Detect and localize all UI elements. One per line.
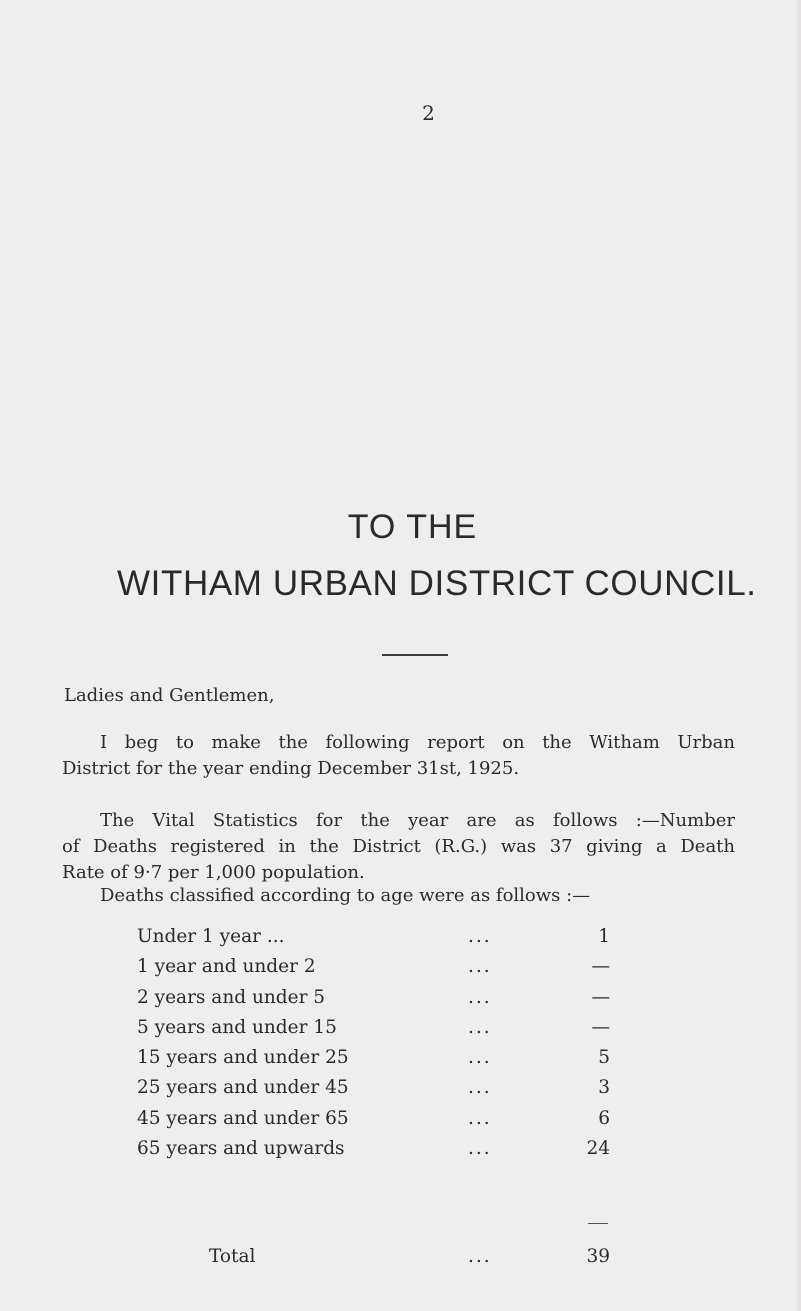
death-count: — xyxy=(591,956,610,978)
paragraph-vital-statistics xyxy=(62,808,735,886)
page-edge xyxy=(795,0,801,1311)
paragraph-age-intro: Deaths classified according to age were as follows :— xyxy=(100,885,591,906)
paragraph-line: I beg to make the following report on the Witham Urban xyxy=(100,732,735,753)
death-count: 3 xyxy=(598,1077,610,1099)
sum-rule xyxy=(588,1223,608,1224)
salutation: Ladies and Gentlemen, xyxy=(64,685,275,706)
age-label: 45 years and under 65 xyxy=(137,1107,349,1129)
dot-leader: ... xyxy=(468,1107,492,1129)
heading-to: TO THE xyxy=(347,508,478,546)
paragraph-report-intro xyxy=(62,730,735,782)
dot-leader: ... xyxy=(468,1047,492,1069)
table-row xyxy=(137,922,610,952)
heading-council: WITHAM URBAN DISTRICT COUNCIL. xyxy=(117,564,757,603)
age-label: 2 years and under 5 xyxy=(137,986,326,1008)
dot-leader: ... xyxy=(468,1077,492,1099)
table-row xyxy=(137,952,610,982)
age-label: 5 years and under 15 xyxy=(137,1016,337,1038)
age-label: Under 1 year ... xyxy=(137,926,285,947)
death-count: 24 xyxy=(586,1138,610,1160)
table-row xyxy=(137,1134,610,1164)
death-count: — xyxy=(591,1016,610,1038)
age-label: 25 years and under 45 xyxy=(137,1077,349,1099)
title-divider xyxy=(382,654,448,656)
age-label: 1 year and under 2 xyxy=(137,956,316,978)
death-count: — xyxy=(591,986,610,1008)
table-row xyxy=(137,1043,610,1073)
total-row xyxy=(137,1242,610,1272)
age-label: 65 years and upwards xyxy=(137,1138,345,1160)
paragraph-line: Rate of 9·7 per 1,000 population. xyxy=(62,862,365,883)
deaths-by-age-table xyxy=(137,922,610,1164)
dot-leader: ... xyxy=(468,986,492,1008)
total-label: Total xyxy=(209,1246,256,1267)
age-label: 15 years and under 25 xyxy=(137,1047,349,1069)
dot-leader: ... xyxy=(468,956,492,978)
death-count: 5 xyxy=(598,1047,610,1069)
table-row xyxy=(137,1013,610,1043)
death-count: 1 xyxy=(598,926,610,947)
dot-leader: ... xyxy=(468,1016,492,1038)
dot-leader: ... xyxy=(468,926,492,947)
table-row xyxy=(137,1073,610,1103)
paragraph-line: of Deaths registered in the District (R.G.) was 37 giving a Death xyxy=(62,836,735,857)
dot-leader: ... xyxy=(468,1246,492,1267)
paragraph-line: District for the year ending December 31st, 1925. xyxy=(62,758,520,779)
page-number: 2 xyxy=(422,101,435,125)
table-row xyxy=(137,1104,610,1134)
table-row xyxy=(137,983,610,1013)
total-value: 39 xyxy=(586,1246,610,1267)
paragraph-line: The Vital Statistics for the year are as follows :—Number xyxy=(100,810,735,831)
death-count: 6 xyxy=(598,1107,610,1129)
dot-leader: ... xyxy=(468,1138,492,1160)
